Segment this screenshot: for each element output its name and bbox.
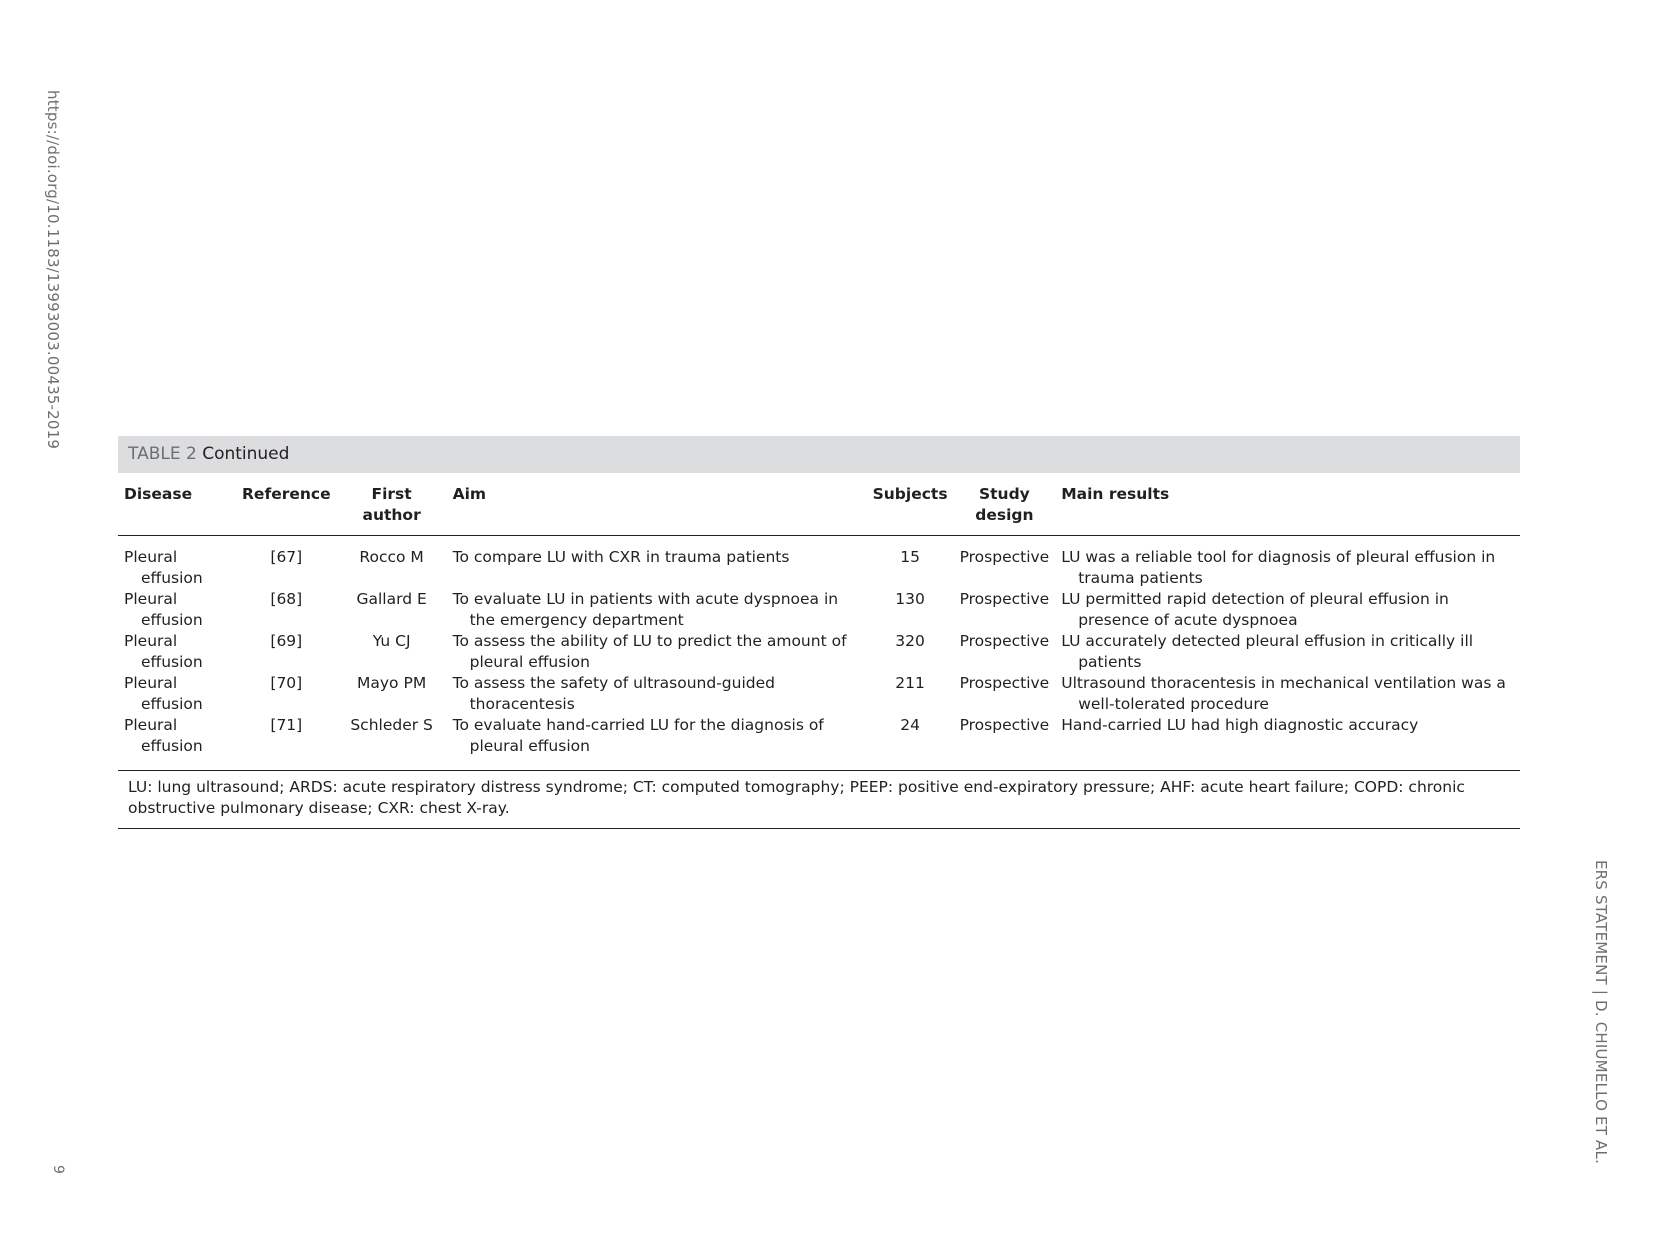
cell-subjects: 24 <box>900 716 920 734</box>
table-row <box>118 589 1520 631</box>
header-study-design: Study design <box>954 473 1056 536</box>
cell-subjects: 130 <box>895 590 925 608</box>
cell-main-results: Hand-carried LU had high diagnostic accuracy <box>1061 716 1419 734</box>
cell-disease: Pleural effusion <box>124 716 203 755</box>
cell-study-design: Prospective <box>959 590 1050 608</box>
running-head: ERS STATEMENT | D. CHIUMELLO ET AL. <box>1592 860 1610 1165</box>
table-footnote: LU: lung ultrasound; ARDS: acute respiratory distress syndrome; CT: computed tomography; PEEP: positive end-expiratory pressure; AHF: acute heart failure; COPD: chronic obstructive pulmonary disease; CXR: chest X-ray. <box>118 770 1520 829</box>
cell-reference: [68] <box>270 590 303 608</box>
cell-study-design: Prospective <box>959 716 1050 734</box>
cell-reference: [71] <box>270 716 303 734</box>
cell-main-results: LU was a reliable tool for diagnosis of pleural effusion in trauma patients <box>1061 548 1496 587</box>
cell-study-design: Prospective <box>959 674 1050 692</box>
cell-first-author: Gallard E <box>356 590 427 608</box>
cell-subjects: 320 <box>895 632 925 650</box>
table-title <box>118 436 1520 473</box>
table-container <box>118 436 1520 829</box>
header-subjects: Subjects <box>867 473 954 536</box>
table-row <box>118 673 1520 715</box>
cell-aim: To evaluate hand-carried LU for the diagnosis of pleural effusion <box>452 716 824 755</box>
cell-aim: To assess the safety of ultrasound-guided thoracentesis <box>452 674 775 713</box>
cell-main-results: LU permitted rapid detection of pleural effusion in presence of acute dyspnoea <box>1061 590 1449 629</box>
header-aim: Aim <box>447 473 867 536</box>
page-number: 9 <box>50 1165 66 1175</box>
cell-study-design: Prospective <box>959 632 1050 650</box>
cell-disease: Pleural effusion <box>124 632 203 671</box>
cell-main-results: LU accurately detected pleural effusion in critically ill patients <box>1061 632 1474 671</box>
header-reference: Reference <box>236 473 337 536</box>
cell-aim: To evaluate LU in patients with acute dyspnoea in the emergency department <box>452 590 839 629</box>
cell-disease: Pleural effusion <box>124 674 203 713</box>
data-table <box>118 473 1520 770</box>
table-caption: Continued <box>202 444 290 464</box>
cell-aim: To compare LU with CXR in trauma patients <box>452 548 790 566</box>
cell-study-design: Prospective <box>959 548 1050 566</box>
doi-link[interactable]: https://doi.org/10.1183/13993003.00435-2019 <box>44 90 62 450</box>
cell-first-author: Schleder S <box>350 716 433 734</box>
header-first-author: First author <box>337 473 447 536</box>
cell-reference: [70] <box>270 674 303 692</box>
table-label: TABLE 2 <box>128 444 197 464</box>
cell-first-author: Yu CJ <box>372 632 411 650</box>
header-row <box>118 473 1520 536</box>
cell-subjects: 15 <box>900 548 920 566</box>
header-main-results: Main results <box>1055 473 1520 536</box>
cell-main-results: Ultrasound thoracentesis in mechanical ventilation was a well-tolerated procedure <box>1061 674 1506 713</box>
cell-disease: Pleural effusion <box>124 590 203 629</box>
table-row <box>118 631 1520 673</box>
cell-first-author: Mayo PM <box>357 674 427 692</box>
table-row <box>118 715 1520 770</box>
table-row <box>118 536 1520 590</box>
cell-reference: [69] <box>270 632 303 650</box>
cell-disease: Pleural effusion <box>124 548 203 587</box>
cell-first-author: Rocco M <box>359 548 424 566</box>
cell-reference: [67] <box>270 548 303 566</box>
header-disease: Disease <box>118 473 236 536</box>
cell-aim: To assess the ability of LU to predict the amount of pleural effusion <box>452 632 847 671</box>
cell-subjects: 211 <box>895 674 925 692</box>
